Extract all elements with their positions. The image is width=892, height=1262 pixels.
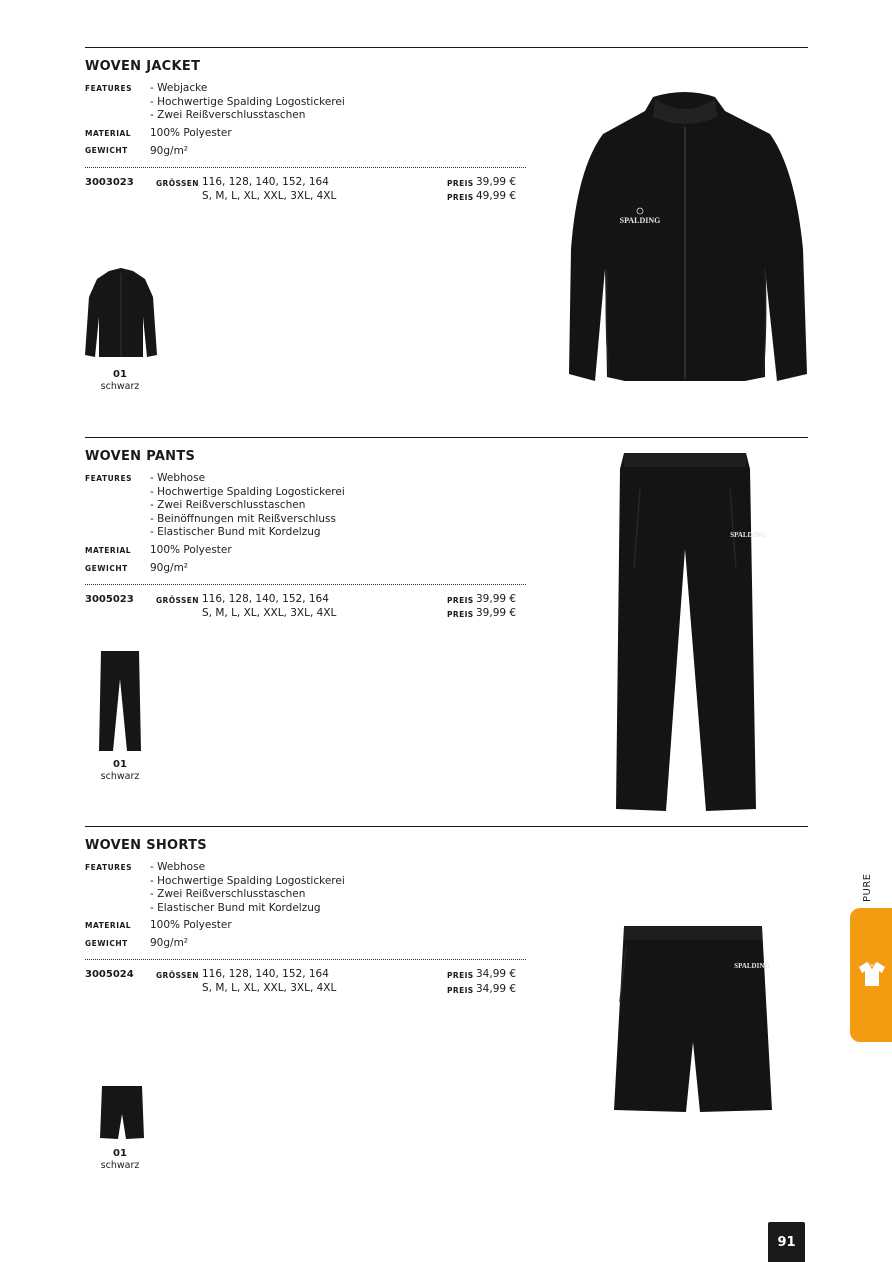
product-title: WOVEN SHORTS bbox=[85, 838, 207, 853]
sizes-label: GRÖSSEN bbox=[156, 596, 199, 605]
color-name: schwarz bbox=[100, 771, 140, 782]
price-kids: 39,99 € bbox=[476, 176, 517, 188]
feature-item: - Webhose bbox=[150, 472, 206, 484]
color-code: 01 bbox=[113, 1148, 127, 1159]
features-label: FEATURES bbox=[85, 474, 132, 483]
product-woven-jacket bbox=[0, 47, 892, 427]
product-woven-shorts bbox=[0, 826, 892, 1206]
weight-label: GEWICHT bbox=[85, 939, 128, 948]
section-divider bbox=[85, 826, 808, 827]
category-tab[interactable] bbox=[850, 908, 892, 1042]
color-code: 01 bbox=[113, 369, 127, 380]
dotted-divider bbox=[85, 584, 526, 585]
product-title: WOVEN JACKET bbox=[85, 59, 201, 74]
article-number: 3003023 bbox=[85, 177, 134, 188]
price-label: PREIS bbox=[447, 610, 474, 619]
feature-item: - Hochwertige Spalding Logostickerei bbox=[150, 485, 345, 498]
price-label: PREIS bbox=[447, 971, 474, 980]
features-list bbox=[150, 472, 345, 540]
color-name: schwarz bbox=[100, 1160, 140, 1171]
sizes-adults: S, M, L, XL, XXL, 3XL, 4XL bbox=[202, 606, 337, 619]
material-value: 100% Polyester bbox=[150, 919, 232, 931]
price-adults: 39,99 € bbox=[476, 607, 517, 619]
page-number: 91 bbox=[768, 1222, 805, 1262]
product-woven-pants bbox=[0, 437, 892, 817]
weight-value: 90g/m² bbox=[150, 562, 189, 574]
material-label: MATERIAL bbox=[85, 921, 132, 930]
price-label: PREIS bbox=[447, 596, 474, 605]
price-kids: 34,99 € bbox=[476, 968, 517, 980]
weight-label: GEWICHT bbox=[85, 146, 128, 155]
price-adults: 49,99 € bbox=[476, 190, 517, 202]
feature-item: - Webhose bbox=[150, 861, 206, 873]
jacket-thumbnail[interactable] bbox=[83, 267, 159, 362]
price-label: PREIS bbox=[447, 179, 474, 188]
pants-thumbnail[interactable] bbox=[97, 649, 143, 754]
feature-item: - Beinöffnungen mit Reißverschluss bbox=[150, 512, 336, 525]
price-label: PREIS bbox=[447, 986, 474, 995]
sizes-kids: 116, 128, 140, 152, 164 bbox=[202, 593, 329, 605]
spalding-logo: SPALDING bbox=[734, 962, 770, 970]
sizes-adults: S, M, L, XL, XXL, 3XL, 4XL bbox=[202, 981, 337, 994]
product-title: WOVEN PANTS bbox=[85, 449, 196, 464]
feature-item: - Zwei Reißverschlusstaschen bbox=[150, 499, 306, 511]
feature-item: - Elastischer Bund mit Kordelzug bbox=[150, 901, 321, 914]
shorts-product-image[interactable] bbox=[612, 922, 774, 1114]
sizes-kids: 116, 128, 140, 152, 164 bbox=[202, 968, 329, 980]
features-list bbox=[150, 82, 345, 123]
sizes-kids: 116, 128, 140, 152, 164 bbox=[202, 176, 329, 188]
material-value: 100% Polyester bbox=[150, 127, 232, 139]
sizes-label: GRÖSSEN bbox=[156, 971, 199, 980]
article-number: 3005024 bbox=[85, 969, 134, 980]
material-value: 100% Polyester bbox=[150, 544, 232, 556]
feature-item: - Elastischer Bund mit Kordelzug bbox=[150, 526, 321, 538]
price-adults: 34,99 € bbox=[476, 983, 517, 995]
sizes-list bbox=[202, 968, 336, 995]
sizes-list bbox=[202, 176, 336, 203]
sizes-list bbox=[202, 593, 336, 620]
features-label: FEATURES bbox=[85, 863, 132, 872]
price-kids: 39,99 € bbox=[476, 593, 517, 605]
color-name: schwarz bbox=[100, 381, 140, 392]
sizes-adults: S, M, L, XL, XXL, 3XL, 4XL bbox=[202, 189, 337, 202]
dotted-divider bbox=[85, 959, 526, 960]
feature-item: - Hochwertige Spalding Logostickerei bbox=[150, 95, 345, 108]
pants-product-image[interactable] bbox=[610, 449, 766, 814]
sizes-label: GRÖSSEN bbox=[156, 179, 199, 188]
section-divider bbox=[85, 47, 808, 48]
section-divider bbox=[85, 437, 808, 438]
weight-label: GEWICHT bbox=[85, 564, 128, 573]
dotted-divider bbox=[85, 167, 526, 168]
material-label: MATERIAL bbox=[85, 546, 132, 555]
material-label: MATERIAL bbox=[85, 129, 132, 138]
features-list bbox=[150, 861, 345, 915]
price-label: PREIS bbox=[447, 193, 474, 202]
jersey-icon bbox=[858, 960, 886, 988]
article-number: 3005023 bbox=[85, 594, 134, 605]
feature-item: - Zwei Reißverschlusstaschen bbox=[150, 888, 306, 900]
color-code: 01 bbox=[113, 759, 127, 770]
weight-value: 90g/m² bbox=[150, 145, 189, 157]
shorts-thumbnail[interactable] bbox=[99, 1084, 145, 1142]
weight-value: 90g/m² bbox=[150, 937, 189, 949]
category-label: PURE bbox=[862, 873, 873, 902]
spalding-logo: SPALDING bbox=[619, 216, 661, 225]
feature-item: - Webjacke bbox=[150, 82, 208, 94]
features-label: FEATURES bbox=[85, 84, 132, 93]
feature-item: - Hochwertige Spalding Logostickerei bbox=[150, 874, 345, 887]
jacket-product-image[interactable] bbox=[565, 89, 810, 389]
spalding-logo: SPALDING bbox=[730, 531, 766, 539]
feature-item: - Zwei Reißverschlusstaschen bbox=[150, 109, 306, 121]
